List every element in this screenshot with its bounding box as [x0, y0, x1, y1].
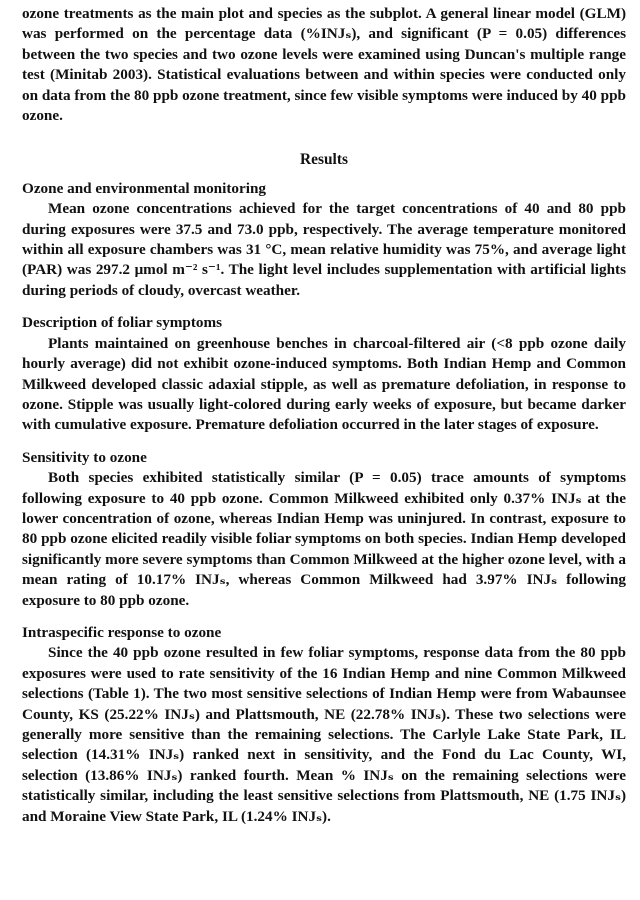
section-body-intraspecific: Since the 40 ppb ozone resulted in few foliar symptoms, response data from the 80 ppb exposures were used to rate sensitivity of the 16 Indian Hemp and nine Common Milkweed selections (Table 1). The two most sensitive selections of Indian Hemp were from Wabaunsee County, KS (25.22% INJₛ) and Plattsmouth, NE (22.78% INJₛ). These two selections were generally more sensitive than the remaining selections. The Carlyle Lake State Park, IL selection (14.31% INJₛ) ranked next in sensitivity, and the Fond du Lac County, WI, selection (13.86% INJₛ) ranked fourth. Mean % INJₛ on the remaining selections were statistically similar, including the least sensitive selections from Plattsmouth, NE (1.75 INJₛ) and Moraine View State Park, IL (1.24% INJₛ).	[22, 644, 626, 825]
section-heading-foliar-symptoms: Description of foliar symptoms	[22, 314, 223, 332]
section-heading-intraspecific: Intraspecific response to ozone	[22, 623, 222, 641]
section-body-ozone-monitoring: Mean ozone concentrations achieved for the target concentrations of 40 and 80 ppb during exposures were 37.5 and 73.0 ppb, respectively. The average temperature monitored within all exposure chambers was 31 °C, mean relative humidity was 75%, and average light (PAR) was 297.2 μmol m⁻² s⁻¹. The light level includes supplementation with artificial lights during periods of cloudy, overcast weather.	[22, 200, 626, 299]
section-heading-sensitivity: Sensitivity to ozone	[22, 448, 147, 466]
results-heading: Results	[300, 151, 348, 169]
section-body-sensitivity: Both species exhibited statistically similar (P = 0.05) trace amounts of symptoms following exposure to 40 ppb ozone. Common Milkweed exhibited only 0.37% INJₛ at the lower concentration of ozone, whereas Indian Hemp was uninjured. In contrast, exposure to 80 ppb ozone elicited readily visible foliar symptoms on both species. Indian Hemp developed significantly more severe symptoms than Common Milkweed at the higher ozone level, with a mean rating of 10.17% INJₛ, whereas Common Milkweed had 3.97% INJₛ following exposure to 80 ppb ozone.	[22, 469, 626, 609]
section-body-foliar-symptoms: Plants maintained on greenhouse benches in charcoal-filtered air (<8 ppb ozone daily hourly average) did not exhibit ozone-induced symptoms. Both Indian Hemp and Common Milkweed developed classic adaxial stipple, as well as premature defoliation, in response to ozone. Stipple was usually light-colored during early weeks of exposure, but became darker with cumulative exposure. Premature defoliation occurred in the later stages of exposure.	[22, 334, 626, 434]
section-heading-ozone-monitoring: Ozone and environmental monitoring	[22, 179, 266, 197]
intro-paragraph: ozone treatments as the main plot and species as the subplot. A general linear model (GLM) was performed on the percentage data (%INJₛ), and significant (P = 0.05) differences between the two species and two ozone levels were examined using Duncan's multiple range test (Minitab 2003). Statistical evaluations between and within species were conducted only on data from the 80 ppb ozone treatment, since few visible symptoms were induced by 40 ppb ozone.	[22, 5, 626, 125]
